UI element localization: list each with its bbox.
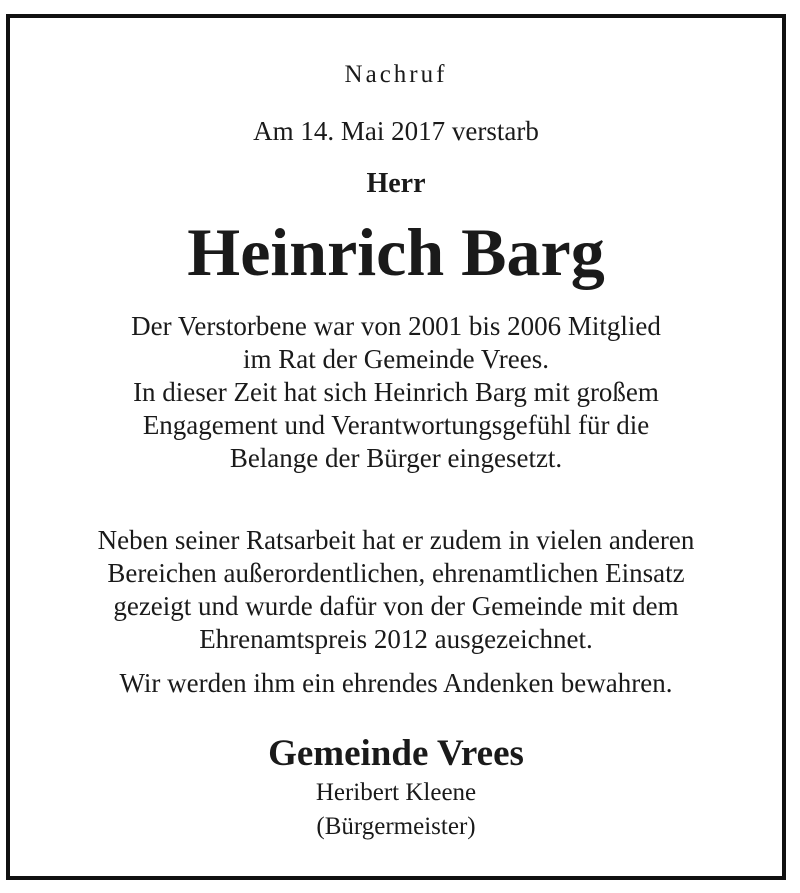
paragraph-line: im Rat der Gemeinde Vrees. [242, 344, 550, 374]
obituary-frame [6, 14, 786, 880]
paragraph-line: Neben seiner Ratsarbeit hat er zudem in vielen anderen [97, 525, 695, 555]
signer-role: (Bürgermeister) [316, 813, 476, 840]
paragraph-line: Der Verstorbene war von 2001 bis 2006 Mitglied [131, 311, 661, 341]
signer-name: Heribert Kleene [315, 779, 477, 806]
tribute-paragraph-2 [10, 524, 782, 656]
deceased-name: Heinrich Barg [187, 214, 605, 290]
salutation: Herr [366, 168, 426, 199]
tribute-paragraph-1 [10, 310, 782, 475]
paragraph-line: Ehrenamtspreis 2012 ausgezeichnet. [199, 624, 593, 654]
paragraph-line: Belange der Bürger eingesetzt. [229, 443, 563, 473]
paragraph-line: Bereichen außerordentlichen, ehrenamtlichen Einsatz [107, 558, 685, 588]
paragraph-line: Engagement und Verantwortungsgefühl für die [142, 410, 650, 440]
paragraph-line: gezeigt und wurde dafür von der Gemeinde mit dem [113, 591, 679, 621]
signer-organization: Gemeinde Vrees [268, 733, 524, 774]
death-date-line: Am 14. Mai 2017 verstarb [253, 116, 539, 146]
paragraph-line: In dieser Zeit hat sich Heinrich Barg mit großem [133, 377, 659, 407]
closing-line: Wir werden ihm ein ehrendes Andenken bewahren. [119, 668, 673, 698]
notice-heading: Nachruf [344, 61, 448, 88]
